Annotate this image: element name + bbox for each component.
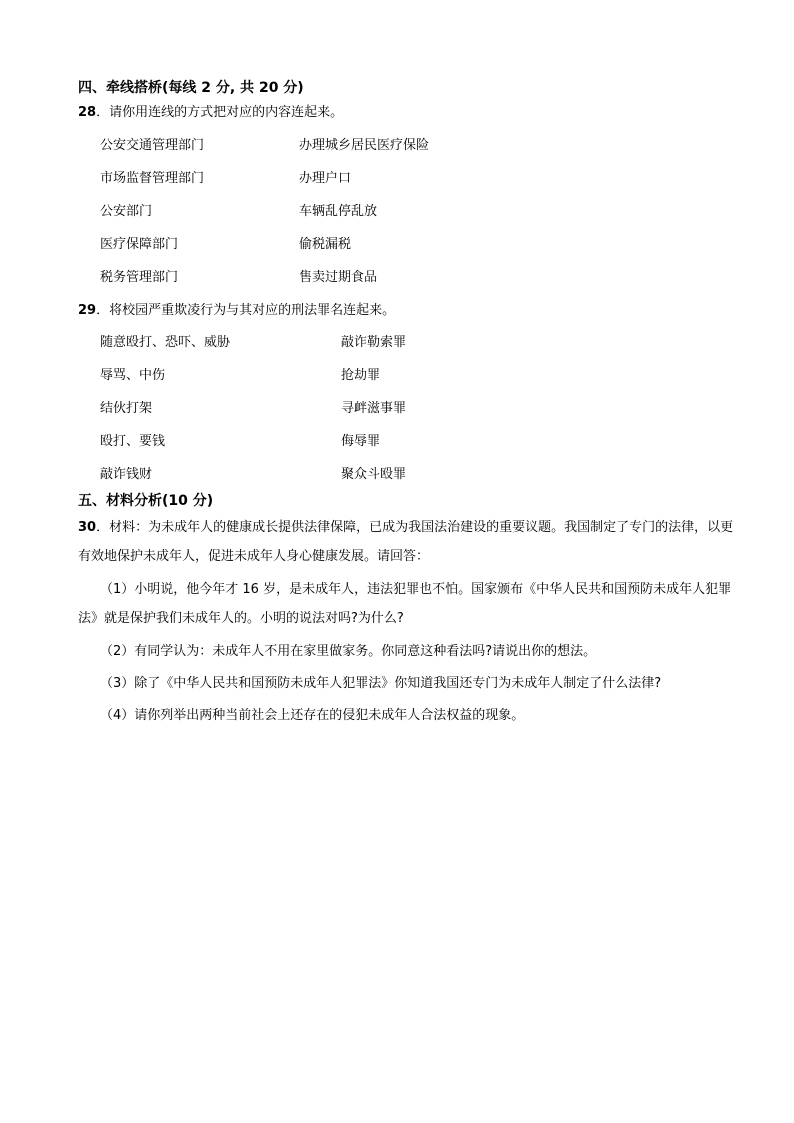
question-30-text: ．材料：为未成年人的健康成长提供法律保障，已成为我国法治建设的重要议题。我国制定了专门的法律，以更有效地保护未成年人，促进未成年人身心健康发展。请回答：	[78, 520, 734, 564]
question-29-text: ．将校园严重欺凌行为与其对应的刑法罪名连起来。	[96, 303, 396, 318]
q28-right-item: 车辆乱停乱放	[299, 204, 378, 219]
q28-right-item: 办理户口	[299, 171, 352, 186]
q29-right-item: 聚众斗殴罪	[341, 467, 407, 482]
q29-left-item: 敲诈钱财	[100, 467, 153, 482]
q28-right-item: 售卖过期食品	[299, 270, 378, 285]
section-five-heading: 五、材料分析(10 分)	[78, 493, 214, 509]
question-30	[78, 513, 744, 571]
q28-left-item: 公安交通管理部门	[100, 138, 205, 153]
q28-right-item: 偷税漏税	[299, 237, 352, 252]
q28-left-item: 公安部门	[100, 204, 153, 219]
q28-left-item: 医疗保障部门	[100, 237, 179, 252]
q28-right-item: 办理城乡居民医疗保险	[299, 138, 430, 153]
question-30-number: 30	[78, 520, 97, 535]
q29-right-item: 敲诈勒索罪	[341, 335, 407, 350]
question-29	[78, 302, 395, 320]
q29-right-item: 抢劫罪	[341, 368, 381, 383]
q29-right-item: 寻衅滋事罪	[341, 401, 407, 416]
q28-left-item: 市场监督管理部门	[100, 171, 205, 186]
question-28-number: 28	[78, 105, 97, 120]
q29-left-item: 辱骂、中伤	[100, 368, 166, 383]
q28-left-item: 税务管理部门	[100, 270, 179, 285]
q29-right-item: 侮辱罪	[341, 434, 381, 449]
question-30-part-2: （2）有同学认为：未成年人不用在家里做家务。你同意这种看法吗?请说出你的想法。	[100, 644, 597, 659]
question-28	[78, 104, 343, 122]
question-28-text: ．请你用连线的方式把对应的内容连起来。	[96, 105, 344, 120]
section-four-heading: 四、牵线搭桥(每线 2 分, 共 20 分)	[78, 80, 304, 96]
question-30-part-1: （1）小明说，他今年才 16 岁，是未成年人，违法犯罪也不怕。国家颁布《中华人民共和国预防未成年人犯罪法》就是保护我们未成年人的。小明的说法对吗?为什么?	[78, 582, 732, 626]
question-30-part-4: （4）请你列举出两种当前社会上还存在的侵犯未成年人合法权益的现象。	[100, 708, 525, 723]
q29-left-item: 结伙打架	[100, 401, 153, 416]
q29-left-item: 随意殴打、恐吓、威胁	[100, 335, 231, 350]
q29-left-item: 殴打、要钱	[100, 434, 166, 449]
question-30-part-3: （3）除了《中华人民共和国预防未成年人犯罪法》你知道我国还专门为未成年人制定了什么法律?	[100, 676, 662, 691]
question-29-number: 29	[78, 303, 97, 318]
